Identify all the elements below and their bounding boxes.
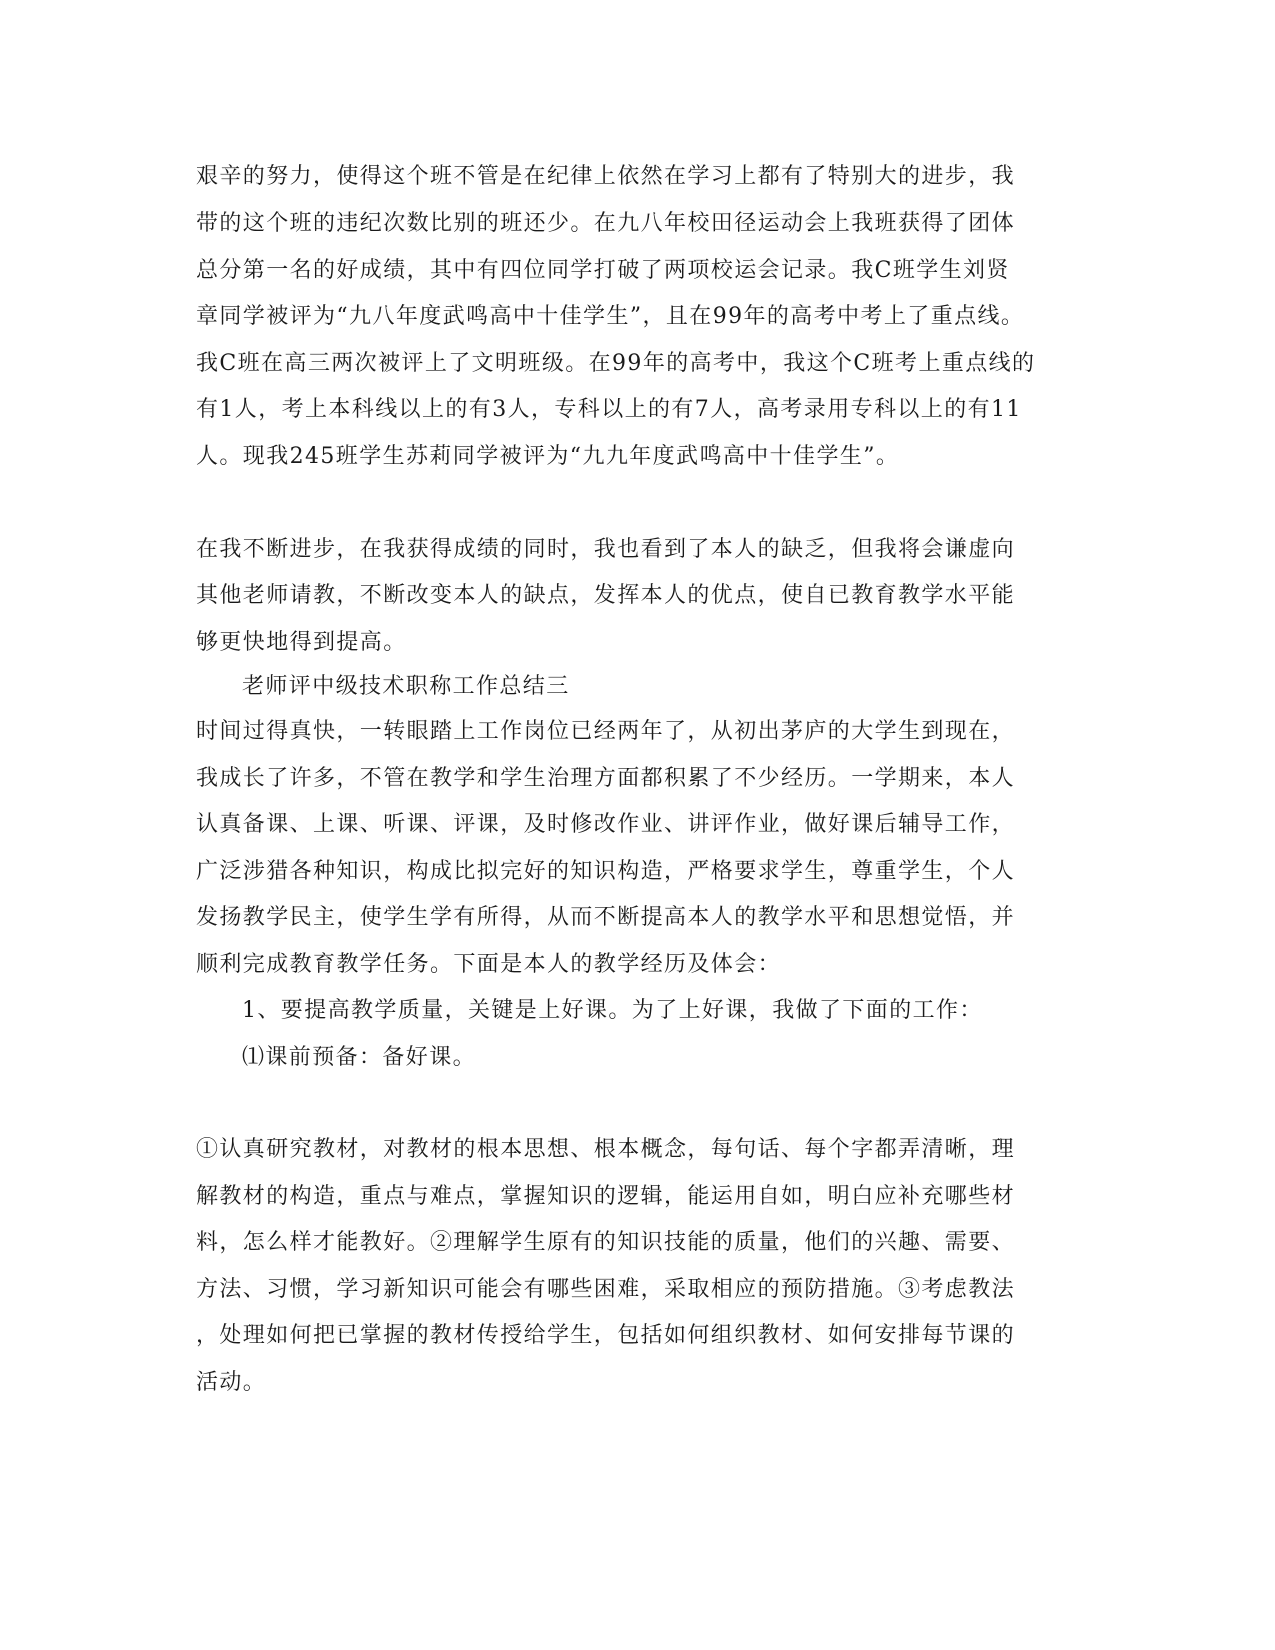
text-line: 章同学被评为“九八年度武鸣高中十佳学生”，且在99年的高考中考上了重点线。 — [196, 304, 1025, 329]
text-line: ①认真研究教材，对教材的根本思想、根本概念，每句话、每个字都弄清晰，理 — [196, 1137, 1016, 1162]
text-line: 时间过得真快，一转眼踏上工作岗位已经两年了，从初出茅庐的大学生到现在， — [196, 719, 1016, 744]
text-line: 解教材的构造，重点与难点，掌握知识的逻辑，能运用自如，明白应补充哪些材 — [196, 1184, 1016, 1209]
text-line: ，处理如何把已掌握的教材传授给学生，包括如何组织教材、如何安排每节课的 — [196, 1323, 1016, 1348]
text-line: 艰辛的努力，使得这个班不管是在纪律上依然在学习上都有了特别大的进步，我 — [196, 164, 1016, 189]
text-line: 我成长了许多，不管在教学和学生治理方面都积累了不少经历。一学期来，本人 — [196, 766, 1016, 791]
text-line: 认真备课、上课、听课、评课，及时修改作业、讲评作业，做好课后辅导工作， — [196, 812, 1016, 837]
text-line: 1、要提高教学质量，关键是上好课。为了上好课，我做了下面的工作： — [242, 998, 983, 1023]
text-line: 料，怎么样才能教好。②理解学生原有的知识技能的质量，他们的兴趣、需要、 — [196, 1230, 1016, 1255]
text-line: 我C班在高三两次被评上了文明班级。在99年的高考中，我这个C班考上重点线的 — [196, 351, 1036, 376]
section-heading: 老师评中级技术职称工作总结三 — [242, 674, 570, 699]
text-line: 有1人，考上本科线以上的有3人，专科以上的有7人，高考录用专科以上的有11 — [196, 397, 1022, 422]
text-line: 活动。 — [196, 1370, 267, 1395]
text-line: ⑴课前预备：备好课。 — [242, 1045, 477, 1070]
text-line: 广泛涉猎各种知识，构成比拟完好的知识构造，严格要求学生，尊重学生，个人 — [196, 859, 1016, 884]
text-line: 人。现我245班学生苏莉同学被评为“九九年度武鸣高中十佳学生”。 — [196, 444, 900, 469]
text-line: 够更快地得到提高。 — [196, 630, 407, 655]
text-line: 方法、习惯，学习新知识可能会有哪些困难，采取相应的预防措施。③考虑教法 — [196, 1277, 1016, 1302]
text-line: 带的这个班的违纪次数比别的班还少。在九八年校田径运动会上我班获得了团体 — [196, 211, 1016, 236]
text-line: 发扬教学民主，使学生学有所得，从而不断提高本人的教学水平和思想觉悟，并 — [196, 905, 1016, 930]
text-line: 顺利完成教育教学任务。下面是本人的教学经历及体会： — [196, 952, 782, 977]
text-line: 总分第一名的好成绩，其中有四位同学打破了两项校运会记录。我C班学生刘贤 — [196, 258, 1010, 283]
text-line: 在我不断进步，在我获得成绩的同时，我也看到了本人的缺乏，但我将会谦虚向 — [196, 537, 1016, 562]
text-line: 其他老师请教，不断改变本人的缺点，发挥本人的优点，使自已教育教学水平能 — [196, 583, 1016, 608]
